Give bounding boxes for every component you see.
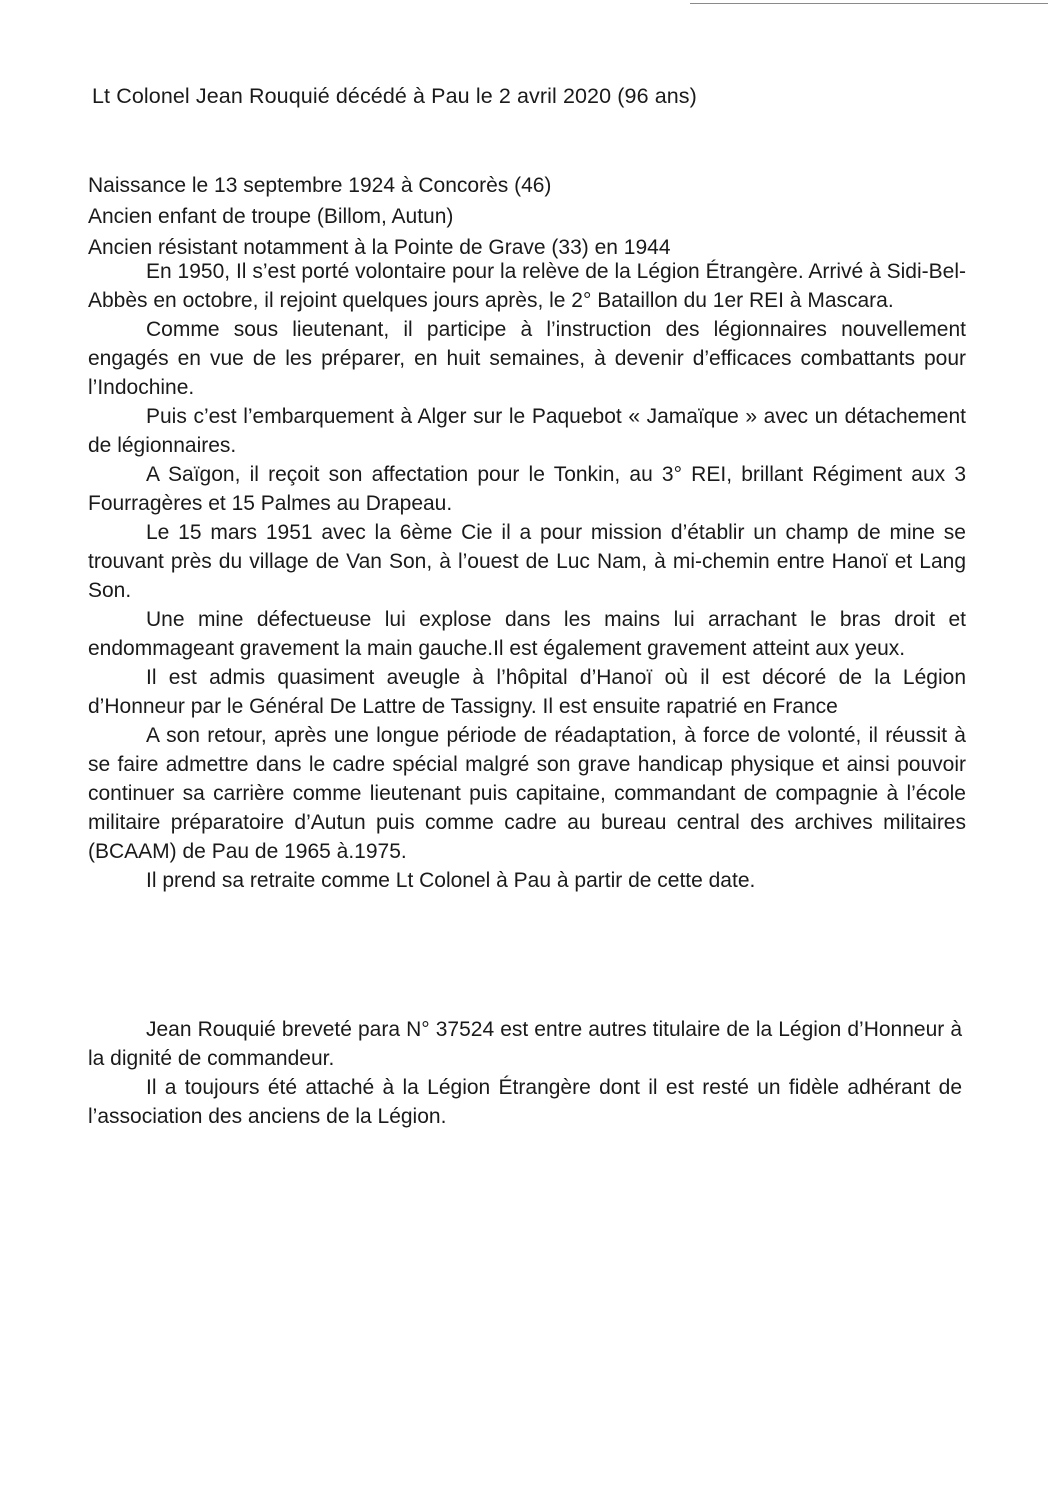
paragraph: En 1950, Il s’est porté volontaire pour la relève de la Légion Étrangère. Arrivé à Sidi-Bel-Abbès en octobre, il rejoint quelques jours après, le 2° Bataillon du 1er REI à Mascara. [88,260,966,312]
paragraph: Il prend sa retraite comme Lt Colonel à Pau à partir de cette date. [146,869,756,892]
paragraph: Le 15 mars 1951 avec la 6ème Cie il a pour mission d’établir un champ de mine se trouvant près du village de Van Son, à l’ouest de Luc Nam, à mi-chemin entre Hanoï et Lang Son. [88,521,966,602]
paragraph: A son retour, après une longue période de réadaptation, à force de volonté, il réussit à se faire admettre dans le cadre spécial malgré son grave handicap physique et ainsi pouvoir continuer sa carrière comme lieutenant puis capitaine, commandant de compagnie à l’école militaire préparatoire d’Autun puis comme cadre au bureau central des archives militaires (BCAAM) de Pau de 1965 à.1975. [88,724,966,863]
biography-body [88,257,966,895]
paragraph: A Saïgon, il reçoit son affectation pour le Tonkin, au 3° REI, brillant Régiment aux 3 Fourragères et 15 Palmes au Drapeau. [88,463,966,515]
paragraph: Il a toujours été attaché à la Légion Étrangère dont il est resté un fidèle adhérant de l’association des anciens de la Légion. [88,1076,962,1128]
biographical-info [88,170,671,263]
closing-section [88,1015,962,1131]
paragraph: Puis c’est l’embarquement à Alger sur le Paquebot « Jamaïque » avec un détachement de légionnaires. [88,405,966,457]
paragraph: Jean Rouquié breveté para N° 37524 est entre autres titulaire de la Légion d’Honneur à la dignité de commandeur. [88,1018,962,1070]
info-line-resistance: Ancien résistant notamment à la Pointe de Grave (33) en 1944 [88,236,671,259]
info-line-troupe: Ancien enfant de troupe (Billom, Autun) [88,205,454,228]
paragraph: Comme sous lieutenant, il participe à l’instruction des légionnaires nouvellement engagés en vue de les préparer, en huit semaines, à devenir d’efficaces combattants pour l’Indochine. [88,318,966,399]
paragraph: Une mine défectueuse lui explose dans les mains lui arrachant le bras droit et endommageant gravement la main gauche.Il est également gravement atteint aux yeux. [88,608,966,660]
info-line-birth: Naissance le 13 septembre 1924 à Concorès (46) [88,174,552,197]
paragraph: Il est admis quasiment aveugle à l’hôpital d’Hanoï où il est décoré de la Légion d’Honneur par le Général De Lattre de Tassigny. Il est ensuite rapatrié en France [88,666,966,718]
document-title: Lt Colonel Jean Rouquié décédé à Pau le 2 avril 2020 (96 ans) [92,84,697,108]
